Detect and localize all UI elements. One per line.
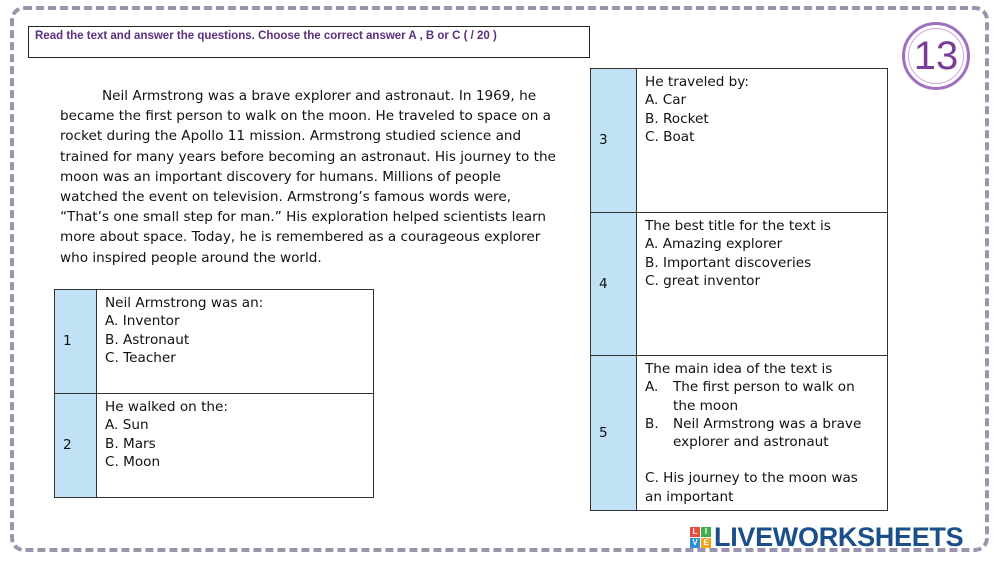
option-b[interactable]: B. Important discoveries [645, 254, 812, 271]
option-c[interactable]: C. His journey to the moon was an important [645, 470, 858, 505]
option-c[interactable]: C. Boat [645, 128, 695, 145]
question-cell[interactable] [637, 356, 888, 511]
spacer [645, 451, 879, 469]
option-letter: A. [645, 379, 659, 396]
question-cell[interactable] [97, 394, 374, 498]
logo-letter: V [690, 538, 700, 548]
question-cell[interactable] [637, 69, 888, 213]
liveworksheets-logo [690, 523, 963, 551]
logo-letter: I [701, 527, 711, 537]
instructions-box: Read the text and answer the questions. Choose the correct answer A , B or C ( / 20 ) [28, 26, 590, 58]
question-number: 4 [591, 213, 637, 356]
option-text: The first person to walk on the moon [673, 379, 855, 414]
option-letter: B. [645, 415, 659, 432]
page-number-badge [902, 22, 970, 90]
option-a[interactable] [645, 378, 879, 415]
question-row-1 [55, 290, 374, 394]
question-stem: The main idea of the text is [645, 361, 833, 377]
question-row-4 [591, 213, 888, 356]
question-stem: He walked on the: [105, 399, 228, 415]
page-number: 13 [913, 33, 959, 78]
question-number: 1 [55, 290, 97, 394]
option-c[interactable]: C. Moon [105, 453, 161, 470]
option-c[interactable]: C. Teacher [105, 349, 176, 366]
question-cell[interactable] [637, 213, 888, 356]
question-row-2 [55, 394, 374, 498]
option-b[interactable] [645, 415, 879, 452]
logo-letter: E [701, 538, 711, 548]
question-cell[interactable] [97, 290, 374, 394]
logo-mark [690, 527, 711, 548]
question-number: 5 [591, 356, 637, 511]
question-number: 2 [55, 394, 97, 498]
question-stem: The best title for the text is [645, 218, 831, 234]
question-row-3 [591, 69, 888, 213]
option-c[interactable]: C. great inventor [645, 272, 761, 289]
option-a[interactable]: A. Inventor [105, 313, 180, 330]
questions-table-right [590, 68, 888, 511]
question-stem: Neil Armstrong was an: [105, 295, 264, 311]
question-row-5 [591, 356, 888, 511]
question-stem: He traveled by: [645, 74, 749, 90]
option-a[interactable]: A. Amazing explorer [645, 236, 783, 253]
logo-letter: L [690, 527, 700, 537]
passage-text: Neil Armstrong was a brave explorer and astronaut. In 1969, he became the first person to walk on the moon. He traveled to space on a rocket during the Apollo 11 mission. Armstrong studied science and trained for many years before becoming an astronaut. His journey to the moon was an important discovery for humans. Millions of people watched the event on television. Armstrong’s famous words were, “That’s one small step for man.” His exploration helped scientists learn more about space. Today, he is remembered as a courageous explorer who inspired people around the world. [60, 88, 556, 266]
question-number: 3 [591, 69, 637, 213]
reading-passage [60, 86, 560, 268]
option-a[interactable]: A. Sun [105, 417, 149, 434]
questions-table-left [54, 289, 374, 498]
option-a[interactable]: A. Car [645, 92, 687, 109]
logo-text: LIVEWORKSHEETS [714, 521, 964, 552]
option-b[interactable]: B. Mars [105, 435, 156, 452]
option-b[interactable]: B. Rocket [645, 110, 709, 127]
option-text: Neil Armstrong was a brave explorer and astronaut [673, 415, 862, 451]
option-b[interactable]: B. Astronaut [105, 331, 190, 348]
